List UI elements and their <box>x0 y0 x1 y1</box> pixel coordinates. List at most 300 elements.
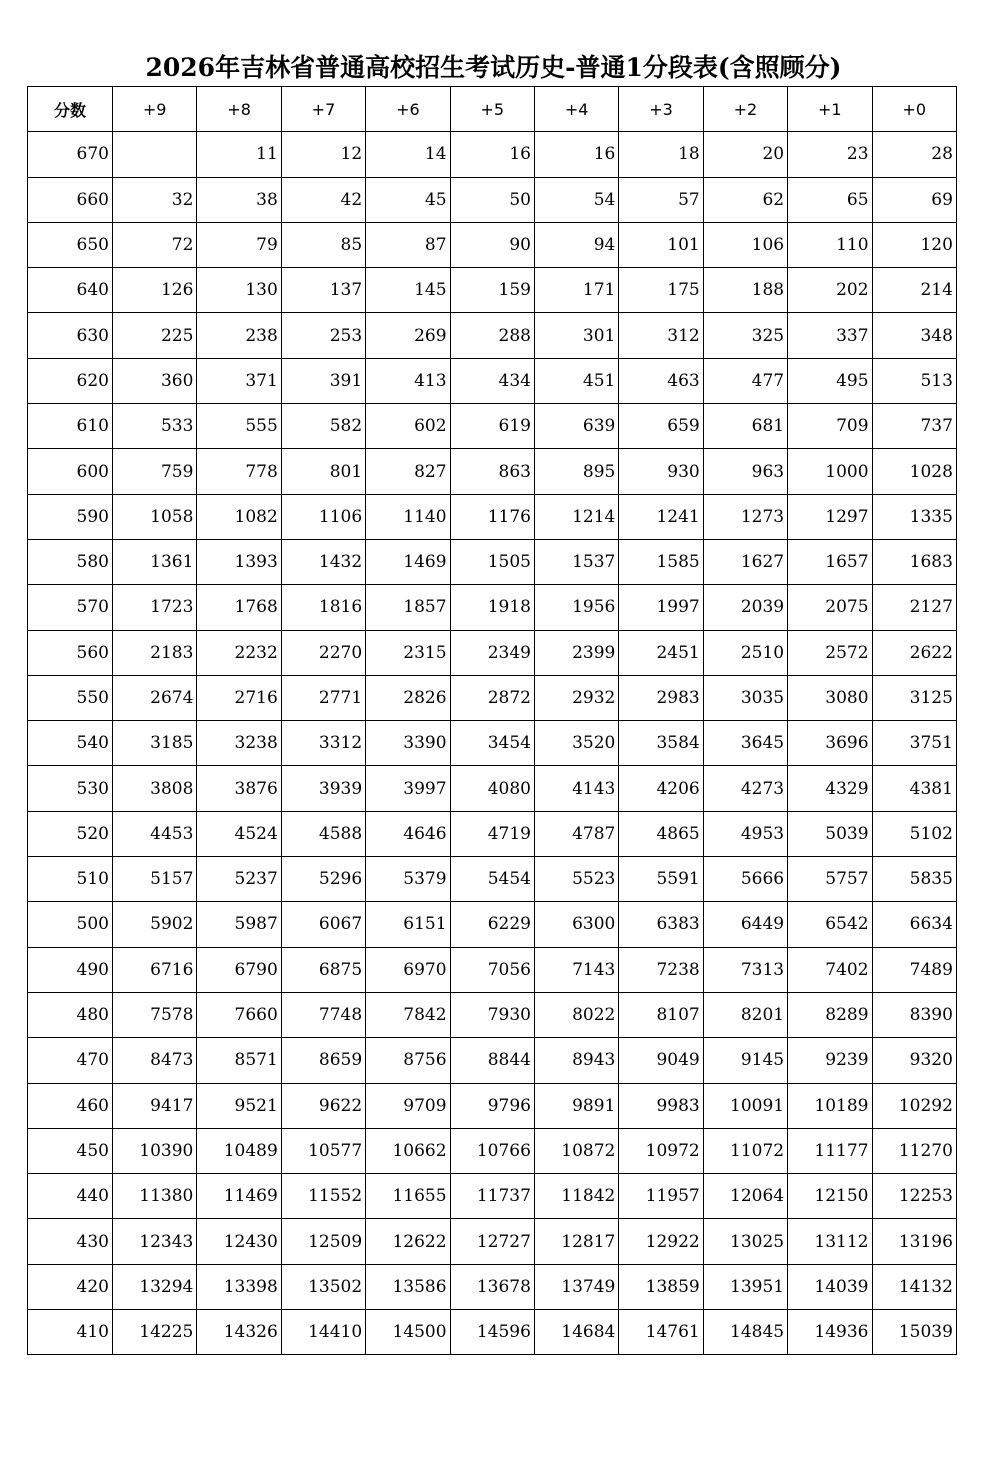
cumulative-count-cell: 288 <box>450 313 534 358</box>
table-row <box>28 857 957 902</box>
cumulative-count-cell: 639 <box>534 404 618 449</box>
cumulative-count-cell: 9145 <box>703 1038 787 1083</box>
cumulative-count-cell: 9521 <box>197 1083 281 1128</box>
cumulative-count-cell: 6875 <box>281 947 365 992</box>
cumulative-count-cell: 1857 <box>366 585 450 630</box>
cumulative-count-cell: 495 <box>788 358 872 403</box>
cumulative-count-cell: 11469 <box>197 1174 281 1219</box>
cumulative-count-cell: 214 <box>872 268 956 313</box>
cumulative-count-cell: 1505 <box>450 539 534 584</box>
cumulative-count-cell: 3751 <box>872 721 956 766</box>
cumulative-count-cell: 14845 <box>703 1310 787 1355</box>
table-row <box>28 358 957 403</box>
score-cell: 500 <box>28 902 113 947</box>
score-cell: 600 <box>28 449 113 494</box>
cumulative-count-cell: 4381 <box>872 766 956 811</box>
cumulative-count-cell: 11957 <box>619 1174 703 1219</box>
cumulative-count-cell: 10189 <box>788 1083 872 1128</box>
cumulative-count-cell: 7238 <box>619 947 703 992</box>
cumulative-count-cell: 72 <box>113 222 197 267</box>
column-header-offset: +0 <box>872 87 956 132</box>
cumulative-count-cell: 12922 <box>619 1219 703 1264</box>
cumulative-count-cell: 45 <box>366 177 450 222</box>
cumulative-count-cell: 2622 <box>872 630 956 675</box>
cumulative-count-cell: 4588 <box>281 811 365 856</box>
cumulative-count-cell: 9891 <box>534 1083 618 1128</box>
cumulative-count-cell: 863 <box>450 449 534 494</box>
cumulative-count-cell: 10766 <box>450 1128 534 1173</box>
cumulative-count-cell: 1585 <box>619 539 703 584</box>
cumulative-count-cell: 5296 <box>281 857 365 902</box>
cumulative-count-cell: 238 <box>197 313 281 358</box>
cumulative-count-cell: 9796 <box>450 1083 534 1128</box>
cumulative-count-cell: 7930 <box>450 992 534 1037</box>
cumulative-count-cell: 2315 <box>366 630 450 675</box>
table-row <box>28 313 957 358</box>
cumulative-count-cell: 1956 <box>534 585 618 630</box>
cumulative-count-cell: 360 <box>113 358 197 403</box>
cumulative-count-cell: 1273 <box>703 494 787 539</box>
table-row <box>28 1083 957 1128</box>
cumulative-count-cell: 3312 <box>281 721 365 766</box>
cumulative-count-cell: 8659 <box>281 1038 365 1083</box>
score-cell: 430 <box>28 1219 113 1264</box>
column-header-offset: +1 <box>788 87 872 132</box>
cumulative-count-cell: 391 <box>281 358 365 403</box>
cumulative-count-cell: 65 <box>788 177 872 222</box>
cumulative-count-cell: 1816 <box>281 585 365 630</box>
cumulative-count-cell: 1214 <box>534 494 618 539</box>
cumulative-count-cell: 14936 <box>788 1310 872 1355</box>
cumulative-count-cell: 1335 <box>872 494 956 539</box>
column-header-offset: +7 <box>281 87 365 132</box>
cumulative-count-cell: 5454 <box>450 857 534 902</box>
cumulative-count-cell: 5523 <box>534 857 618 902</box>
cumulative-count-cell: 2510 <box>703 630 787 675</box>
cumulative-count-cell: 619 <box>450 404 534 449</box>
cumulative-count-cell: 7402 <box>788 947 872 992</box>
cumulative-count-cell: 13196 <box>872 1219 956 1264</box>
cumulative-count-cell: 101 <box>619 222 703 267</box>
column-header-offset: +3 <box>619 87 703 132</box>
cumulative-count-cell: 7578 <box>113 992 197 1037</box>
cumulative-count-cell: 1432 <box>281 539 365 584</box>
cumulative-count-cell: 602 <box>366 404 450 449</box>
score-cell: 640 <box>28 268 113 313</box>
table-row <box>28 1128 957 1173</box>
cumulative-count-cell: 10489 <box>197 1128 281 1173</box>
cumulative-count-cell: 7143 <box>534 947 618 992</box>
cumulative-count-cell: 14500 <box>366 1310 450 1355</box>
cumulative-count-cell: 4953 <box>703 811 787 856</box>
cumulative-count-cell: 10292 <box>872 1083 956 1128</box>
cumulative-count-cell: 14326 <box>197 1310 281 1355</box>
cumulative-count-cell: 8289 <box>788 992 872 1037</box>
cumulative-count-cell: 7056 <box>450 947 534 992</box>
cumulative-count-cell: 13749 <box>534 1264 618 1309</box>
cumulative-count-cell: 6229 <box>450 902 534 947</box>
cumulative-count-cell: 130 <box>197 268 281 313</box>
cumulative-count-cell: 4273 <box>703 766 787 811</box>
cumulative-count-cell: 28 <box>872 132 956 177</box>
cumulative-count-cell: 11 <box>197 132 281 177</box>
cumulative-count-cell: 9239 <box>788 1038 872 1083</box>
cumulative-count-cell: 13294 <box>113 1264 197 1309</box>
cumulative-count-cell: 12 <box>281 132 365 177</box>
cumulative-count-cell: 13502 <box>281 1264 365 1309</box>
table-row <box>28 721 957 766</box>
cumulative-count-cell: 9709 <box>366 1083 450 1128</box>
score-cell: 410 <box>28 1310 113 1355</box>
cumulative-count-cell: 5237 <box>197 857 281 902</box>
cumulative-count-cell: 90 <box>450 222 534 267</box>
cumulative-count-cell: 2932 <box>534 675 618 720</box>
cumulative-count-cell: 8571 <box>197 1038 281 1083</box>
cumulative-count-cell: 9049 <box>619 1038 703 1083</box>
score-cell: 490 <box>28 947 113 992</box>
cumulative-count-cell: 7842 <box>366 992 450 1037</box>
cumulative-count-cell: 533 <box>113 404 197 449</box>
cumulative-count-cell: 12064 <box>703 1174 787 1219</box>
cumulative-count-cell: 110 <box>788 222 872 267</box>
table-row <box>28 132 957 177</box>
cumulative-count-cell: 12343 <box>113 1219 197 1264</box>
cumulative-count-cell: 145 <box>366 268 450 313</box>
score-cell: 650 <box>28 222 113 267</box>
cumulative-count-cell: 6067 <box>281 902 365 947</box>
cumulative-count-cell: 6542 <box>788 902 872 947</box>
cumulative-count-cell: 895 <box>534 449 618 494</box>
table-row <box>28 1219 957 1264</box>
cumulative-count-cell: 11552 <box>281 1174 365 1219</box>
cumulative-count-cell: 15039 <box>872 1310 956 1355</box>
cumulative-count-cell: 827 <box>366 449 450 494</box>
cumulative-count-cell: 6970 <box>366 947 450 992</box>
cumulative-count-cell: 11380 <box>113 1174 197 1219</box>
cumulative-count-cell: 1176 <box>450 494 534 539</box>
cumulative-count-cell: 32 <box>113 177 197 222</box>
cumulative-count-cell: 2075 <box>788 585 872 630</box>
cumulative-count-cell: 175 <box>619 268 703 313</box>
cumulative-count-cell: 11842 <box>534 1174 618 1219</box>
score-cell: 520 <box>28 811 113 856</box>
cumulative-count-cell: 8201 <box>703 992 787 1037</box>
cumulative-count-cell: 1106 <box>281 494 365 539</box>
cumulative-count-cell: 2572 <box>788 630 872 675</box>
table-row <box>28 1310 957 1355</box>
cumulative-count-cell: 7489 <box>872 947 956 992</box>
score-cell: 450 <box>28 1128 113 1173</box>
cumulative-count-cell: 4453 <box>113 811 197 856</box>
cumulative-count-cell: 13398 <box>197 1264 281 1309</box>
cumulative-count-cell: 3454 <box>450 721 534 766</box>
cumulative-count-cell: 120 <box>872 222 956 267</box>
cumulative-count-cell: 57 <box>619 177 703 222</box>
cumulative-count-cell: 13025 <box>703 1219 787 1264</box>
cumulative-count-cell: 4206 <box>619 766 703 811</box>
cumulative-count-cell: 4719 <box>450 811 534 856</box>
column-header-offset: +4 <box>534 87 618 132</box>
cumulative-count-cell: 963 <box>703 449 787 494</box>
cumulative-count-cell: 1537 <box>534 539 618 584</box>
table-row <box>28 585 957 630</box>
cumulative-count-cell: 3645 <box>703 721 787 766</box>
cumulative-count-cell: 11177 <box>788 1128 872 1173</box>
cumulative-count-cell: 11737 <box>450 1174 534 1219</box>
cumulative-count-cell: 14684 <box>534 1310 618 1355</box>
cumulative-count-cell: 14039 <box>788 1264 872 1309</box>
cumulative-count-cell: 4646 <box>366 811 450 856</box>
cumulative-count-cell: 12509 <box>281 1219 365 1264</box>
cumulative-count-cell: 14761 <box>619 1310 703 1355</box>
cumulative-count-cell: 2451 <box>619 630 703 675</box>
cumulative-count-cell: 9320 <box>872 1038 956 1083</box>
cumulative-count-cell: 11655 <box>366 1174 450 1219</box>
cumulative-count-cell: 6151 <box>366 902 450 947</box>
cumulative-count-cell: 1297 <box>788 494 872 539</box>
cumulative-count-cell: 1469 <box>366 539 450 584</box>
cumulative-count-cell: 137 <box>281 268 365 313</box>
table-row <box>28 675 957 720</box>
cumulative-count-cell: 1361 <box>113 539 197 584</box>
cumulative-count-cell: 12727 <box>450 1219 534 1264</box>
cumulative-count-cell: 2716 <box>197 675 281 720</box>
cumulative-count-cell: 1657 <box>788 539 872 584</box>
cumulative-count-cell: 5902 <box>113 902 197 947</box>
cumulative-count-cell: 348 <box>872 313 956 358</box>
cumulative-count-cell: 6449 <box>703 902 787 947</box>
cumulative-count-cell: 12817 <box>534 1219 618 1264</box>
cumulative-count-cell: 709 <box>788 404 872 449</box>
cumulative-count-cell: 5157 <box>113 857 197 902</box>
cumulative-count-cell: 9622 <box>281 1083 365 1128</box>
cumulative-count-cell: 12430 <box>197 1219 281 1264</box>
score-distribution-table <box>27 86 957 1355</box>
cumulative-count-cell: 4787 <box>534 811 618 856</box>
table-row <box>28 1038 957 1083</box>
cumulative-count-cell: 12622 <box>366 1219 450 1264</box>
table-row <box>28 992 957 1037</box>
cumulative-count-cell: 759 <box>113 449 197 494</box>
cumulative-count-cell: 8844 <box>450 1038 534 1083</box>
cumulative-count-cell: 371 <box>197 358 281 403</box>
cumulative-count-cell: 3125 <box>872 675 956 720</box>
cumulative-count-cell: 5757 <box>788 857 872 902</box>
cumulative-count-cell: 7748 <box>281 992 365 1037</box>
cumulative-count-cell: 202 <box>788 268 872 313</box>
cumulative-count-cell: 778 <box>197 449 281 494</box>
cumulative-count-cell: 8022 <box>534 992 618 1037</box>
cumulative-count-cell: 5102 <box>872 811 956 856</box>
cumulative-count-cell: 11270 <box>872 1128 956 1173</box>
cumulative-count-cell: 930 <box>619 449 703 494</box>
cumulative-count-cell: 225 <box>113 313 197 358</box>
column-header-score: 分数 <box>28 87 113 132</box>
cumulative-count-cell: 301 <box>534 313 618 358</box>
score-cell: 590 <box>28 494 113 539</box>
cumulative-count-cell: 1028 <box>872 449 956 494</box>
cumulative-count-cell: 337 <box>788 313 872 358</box>
cumulative-count-cell: 3185 <box>113 721 197 766</box>
cumulative-count-cell: 4329 <box>788 766 872 811</box>
cumulative-count-cell: 737 <box>872 404 956 449</box>
cumulative-count-cell: 2872 <box>450 675 534 720</box>
cumulative-count-cell: 2826 <box>366 675 450 720</box>
cumulative-count-cell: 4143 <box>534 766 618 811</box>
cumulative-count-cell: 7660 <box>197 992 281 1037</box>
cumulative-count-cell: 16 <box>450 132 534 177</box>
cumulative-count-cell: 171 <box>534 268 618 313</box>
cumulative-count-cell: 801 <box>281 449 365 494</box>
cumulative-count-cell: 38 <box>197 177 281 222</box>
table-row <box>28 630 957 675</box>
score-cell: 660 <box>28 177 113 222</box>
cumulative-count-cell: 6383 <box>619 902 703 947</box>
cumulative-count-cell: 269 <box>366 313 450 358</box>
cumulative-count-cell: 10662 <box>366 1128 450 1173</box>
cumulative-count-cell: 4865 <box>619 811 703 856</box>
table-row <box>28 811 957 856</box>
cumulative-count-cell: 10091 <box>703 1083 787 1128</box>
cumulative-count-cell: 106 <box>703 222 787 267</box>
table-row <box>28 1174 957 1219</box>
table-row <box>28 404 957 449</box>
cumulative-count-cell: 14132 <box>872 1264 956 1309</box>
score-cell: 550 <box>28 675 113 720</box>
cumulative-count-cell: 6790 <box>197 947 281 992</box>
cumulative-count-cell: 14225 <box>113 1310 197 1355</box>
score-cell: 460 <box>28 1083 113 1128</box>
cumulative-count-cell: 4524 <box>197 811 281 856</box>
score-cell: 510 <box>28 857 113 902</box>
cumulative-count-cell: 681 <box>703 404 787 449</box>
cumulative-count-cell: 1918 <box>450 585 534 630</box>
score-cell: 620 <box>28 358 113 403</box>
table-row <box>28 449 957 494</box>
cumulative-count-cell: 13678 <box>450 1264 534 1309</box>
cumulative-count-cell: 2183 <box>113 630 197 675</box>
cumulative-count-cell: 1997 <box>619 585 703 630</box>
cumulative-count-cell: 8756 <box>366 1038 450 1083</box>
cumulative-count-cell: 1393 <box>197 539 281 584</box>
cumulative-count-cell: 3696 <box>788 721 872 766</box>
cumulative-count-cell: 3390 <box>366 721 450 766</box>
score-cell: 630 <box>28 313 113 358</box>
cumulative-count-cell: 85 <box>281 222 365 267</box>
cumulative-count-cell: 463 <box>619 358 703 403</box>
cumulative-count-cell: 159 <box>450 268 534 313</box>
table-row <box>28 539 957 584</box>
cumulative-count-cell: 5987 <box>197 902 281 947</box>
cumulative-count-cell: 4080 <box>450 766 534 811</box>
cumulative-count-cell: 3080 <box>788 675 872 720</box>
cumulative-count-cell: 2674 <box>113 675 197 720</box>
cumulative-count-cell: 50 <box>450 177 534 222</box>
cumulative-count-cell: 659 <box>619 404 703 449</box>
cumulative-count-cell: 1768 <box>197 585 281 630</box>
cumulative-count-cell: 12150 <box>788 1174 872 1219</box>
cumulative-count-cell: 3808 <box>113 766 197 811</box>
cumulative-count-cell: 18 <box>619 132 703 177</box>
cumulative-count-cell: 10577 <box>281 1128 365 1173</box>
cumulative-count-cell: 1683 <box>872 539 956 584</box>
score-cell: 480 <box>28 992 113 1037</box>
cumulative-count-cell: 2349 <box>450 630 534 675</box>
cumulative-count-cell: 9417 <box>113 1083 197 1128</box>
page-title: 2026年吉林省普通高校招生考试历史-普通1分段表(含照顾分) <box>145 53 842 82</box>
cumulative-count-cell: 54 <box>534 177 618 222</box>
cumulative-count-cell: 3520 <box>534 721 618 766</box>
column-header-offset: +5 <box>450 87 534 132</box>
score-cell: 530 <box>28 766 113 811</box>
cumulative-count-cell: 1241 <box>619 494 703 539</box>
table-row <box>28 494 957 539</box>
cumulative-count-cell: 2039 <box>703 585 787 630</box>
cumulative-count-cell: 2983 <box>619 675 703 720</box>
cumulative-count-cell: 2771 <box>281 675 365 720</box>
table-header-row <box>28 87 957 132</box>
cumulative-count-cell: 325 <box>703 313 787 358</box>
cumulative-count-cell: 1000 <box>788 449 872 494</box>
cumulative-count-cell: 10390 <box>113 1128 197 1173</box>
cumulative-count-cell: 3035 <box>703 675 787 720</box>
score-cell: 580 <box>28 539 113 584</box>
score-cell: 570 <box>28 585 113 630</box>
cumulative-count-cell: 8473 <box>113 1038 197 1083</box>
score-cell: 420 <box>28 1264 113 1309</box>
column-header-offset: +2 <box>703 87 787 132</box>
cumulative-count-cell: 79 <box>197 222 281 267</box>
cumulative-count-cell: 1627 <box>703 539 787 584</box>
table-row <box>28 1264 957 1309</box>
cumulative-count-cell: 9983 <box>619 1083 703 1128</box>
table-row <box>28 177 957 222</box>
table-row <box>28 902 957 947</box>
cumulative-count-cell: 6716 <box>113 947 197 992</box>
cumulative-count-cell: 5835 <box>872 857 956 902</box>
column-header-offset: +8 <box>197 87 281 132</box>
cumulative-count-cell: 20 <box>703 132 787 177</box>
cumulative-count-cell: 2127 <box>872 585 956 630</box>
cumulative-count-cell: 10972 <box>619 1128 703 1173</box>
score-cell: 560 <box>28 630 113 675</box>
cumulative-count-cell: 42 <box>281 177 365 222</box>
column-header-offset: +6 <box>366 87 450 132</box>
table-row <box>28 947 957 992</box>
cumulative-count-cell: 14 <box>366 132 450 177</box>
cumulative-count-cell: 8107 <box>619 992 703 1037</box>
cumulative-count-cell: 582 <box>281 404 365 449</box>
score-cell: 670 <box>28 132 113 177</box>
cumulative-count-cell: 2270 <box>281 630 365 675</box>
cumulative-count-cell: 10872 <box>534 1128 618 1173</box>
table-row <box>28 268 957 313</box>
cumulative-count-cell: 94 <box>534 222 618 267</box>
cumulative-count-cell: 3584 <box>619 721 703 766</box>
cumulative-count-cell: 16 <box>534 132 618 177</box>
cumulative-count-cell: 7313 <box>703 947 787 992</box>
cumulative-count-cell: 69 <box>872 177 956 222</box>
cumulative-count-cell: 126 <box>113 268 197 313</box>
cumulative-count-cell: 87 <box>366 222 450 267</box>
cumulative-count-cell: 6634 <box>872 902 956 947</box>
cumulative-count-cell <box>113 132 197 177</box>
cumulative-count-cell: 1140 <box>366 494 450 539</box>
cumulative-count-cell: 13112 <box>788 1219 872 1264</box>
cumulative-count-cell: 5379 <box>366 857 450 902</box>
cumulative-count-cell: 3238 <box>197 721 281 766</box>
cumulative-count-cell: 1058 <box>113 494 197 539</box>
